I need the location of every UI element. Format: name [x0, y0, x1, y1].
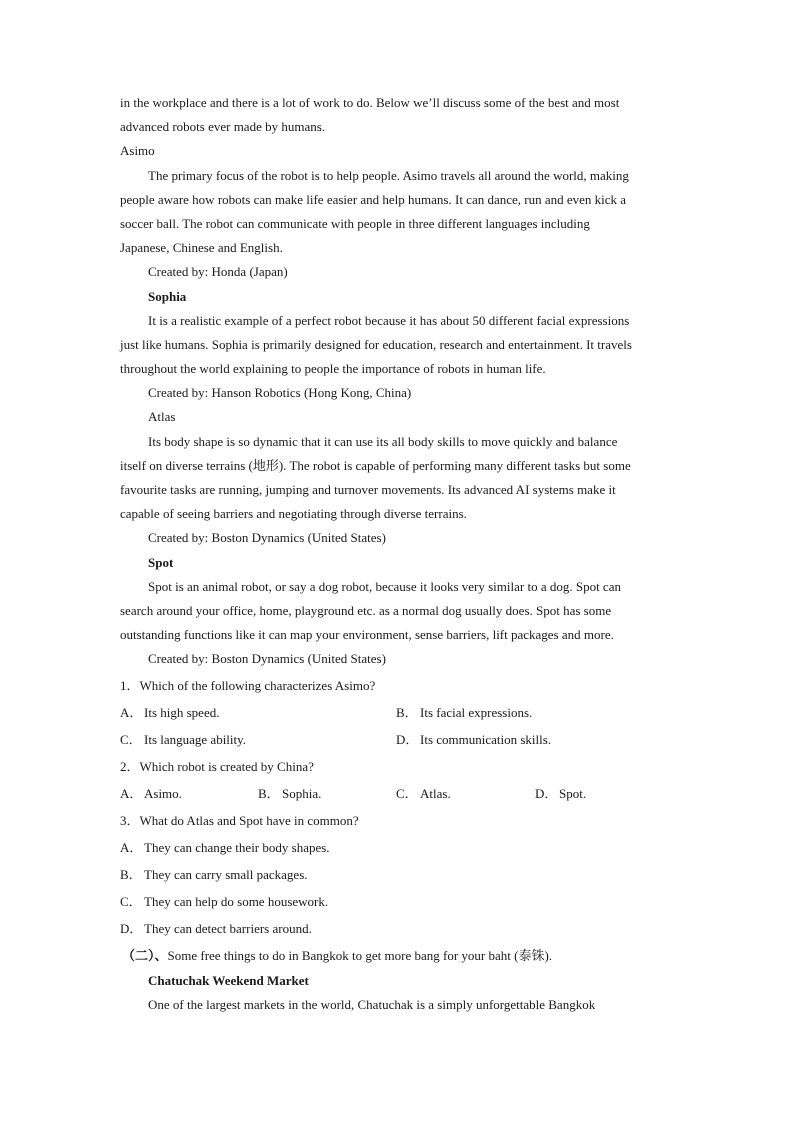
paragraph-line: It is a realistic example of a perfect robot because it has about 50 different facial expressions — [148, 312, 630, 328]
question-3-option-row — [120, 861, 680, 888]
created-by-sophia: Created by: Hanson Robotics (Hong Kong, China) — [148, 385, 412, 401]
intro-line: advanced robots ever made by humans. — [120, 119, 326, 135]
robot-heading-spot: Spot — [148, 554, 174, 570]
question-3-option-row — [120, 915, 680, 942]
question-3-option-row — [120, 834, 680, 861]
option-b[interactable]: B． Its facial expressions. — [396, 704, 533, 720]
option-a[interactable]: A． Asimo. — [120, 785, 182, 801]
section-title: Some free things to do in Bangkok to get more bang for your baht (泰铢). — [167, 947, 553, 963]
paragraph-line: Spot is an animal robot, or say a dog robot, because it looks very similar to a dog. Spot can — [148, 578, 621, 594]
paragraph-line: Japanese, Chinese and English. — [120, 240, 283, 256]
option-c[interactable]: C． They can help do some housework. — [120, 893, 329, 909]
question-3-stem: 3．What do Atlas and Spot have in common? — [120, 812, 359, 828]
created-by-atlas: Created by: Boston Dynamics (United States) — [148, 530, 386, 546]
option-d[interactable]: D． Spot. — [535, 785, 587, 801]
option-a[interactable]: A． Its high speed. — [120, 704, 220, 720]
question-2-options-row — [120, 780, 680, 807]
option-b[interactable]: B． Sophia. — [258, 785, 322, 801]
option-a[interactable]: A． They can change their body shapes. — [120, 839, 330, 855]
option-d[interactable]: D． Its communication skills. — [396, 731, 552, 747]
robot-heading-asimo: Asimo — [120, 143, 155, 159]
section-number: （二）、 — [122, 947, 168, 963]
paragraph-line: One of the largest markets in the world, Chatuchak is a simply unforgettable Bangkok — [148, 996, 596, 1012]
paragraph-line: soccer ball. The robot can communicate with people in three different languages including — [120, 215, 590, 231]
market-heading: Chatuchak Weekend Market — [148, 972, 309, 988]
robot-heading-sophia: Sophia — [148, 288, 187, 304]
paragraph-line: Its body shape is so dynamic that it can use its all body skills to move quickly and balance — [148, 433, 618, 449]
question-2-stem: 2．Which robot is created by China? — [120, 758, 314, 774]
paragraph-line: favourite tasks are running, jumping and turnover movements. Its advanced AI systems make it — [120, 482, 616, 497]
question-1-stem: 1．Which of the following characterizes Asimo? — [120, 677, 376, 693]
paragraph-line: itself on diverse terrains (地形). The robot is capable of performing many different tasks but some — [120, 457, 631, 473]
paragraph-line: throughout the world explaining to people the importance of robots in human life. — [120, 361, 546, 377]
option-c[interactable]: C． Its language ability. — [120, 731, 247, 747]
paragraph-line: search around your office, home, playground etc. as a normal dog usually does. Spot has some — [120, 602, 612, 618]
question-1-options-row — [120, 699, 680, 726]
question-3-option-row — [120, 888, 680, 915]
robot-heading-atlas: Atlas — [148, 409, 176, 425]
paragraph-line: The primary focus of the robot is to help people. Asimo travels all around the world, making — [148, 167, 629, 183]
paragraph-line: outstanding functions like it can map your environment, sense barriers, lift packages and more. — [120, 627, 614, 643]
intro-line: in the workplace and there is a lot of work to do. Below we’ll discuss some of the best and most — [120, 95, 620, 110]
document-page — [120, 91, 680, 1017]
question-1-options-row — [120, 726, 680, 753]
option-b[interactable]: B． They can carry small packages. — [120, 866, 308, 882]
section-heading — [122, 942, 680, 969]
option-c[interactable]: C． Atlas. — [396, 785, 451, 801]
paragraph-line: people aware how robots can make life easier and help humans. It can dance, run and even kick a — [120, 191, 627, 207]
created-by-asimo: Created by: Honda (Japan) — [148, 264, 288, 280]
paragraph-line: just like humans. Sophia is primarily designed for education, research and entertainment. It travels — [120, 336, 632, 352]
paragraph-line: capable of seeing barriers and negotiating through diverse terrains. — [120, 506, 467, 522]
created-by-spot: Created by: Boston Dynamics (United States) — [148, 651, 386, 667]
option-d[interactable]: D． They can detect barriers around. — [120, 920, 312, 936]
